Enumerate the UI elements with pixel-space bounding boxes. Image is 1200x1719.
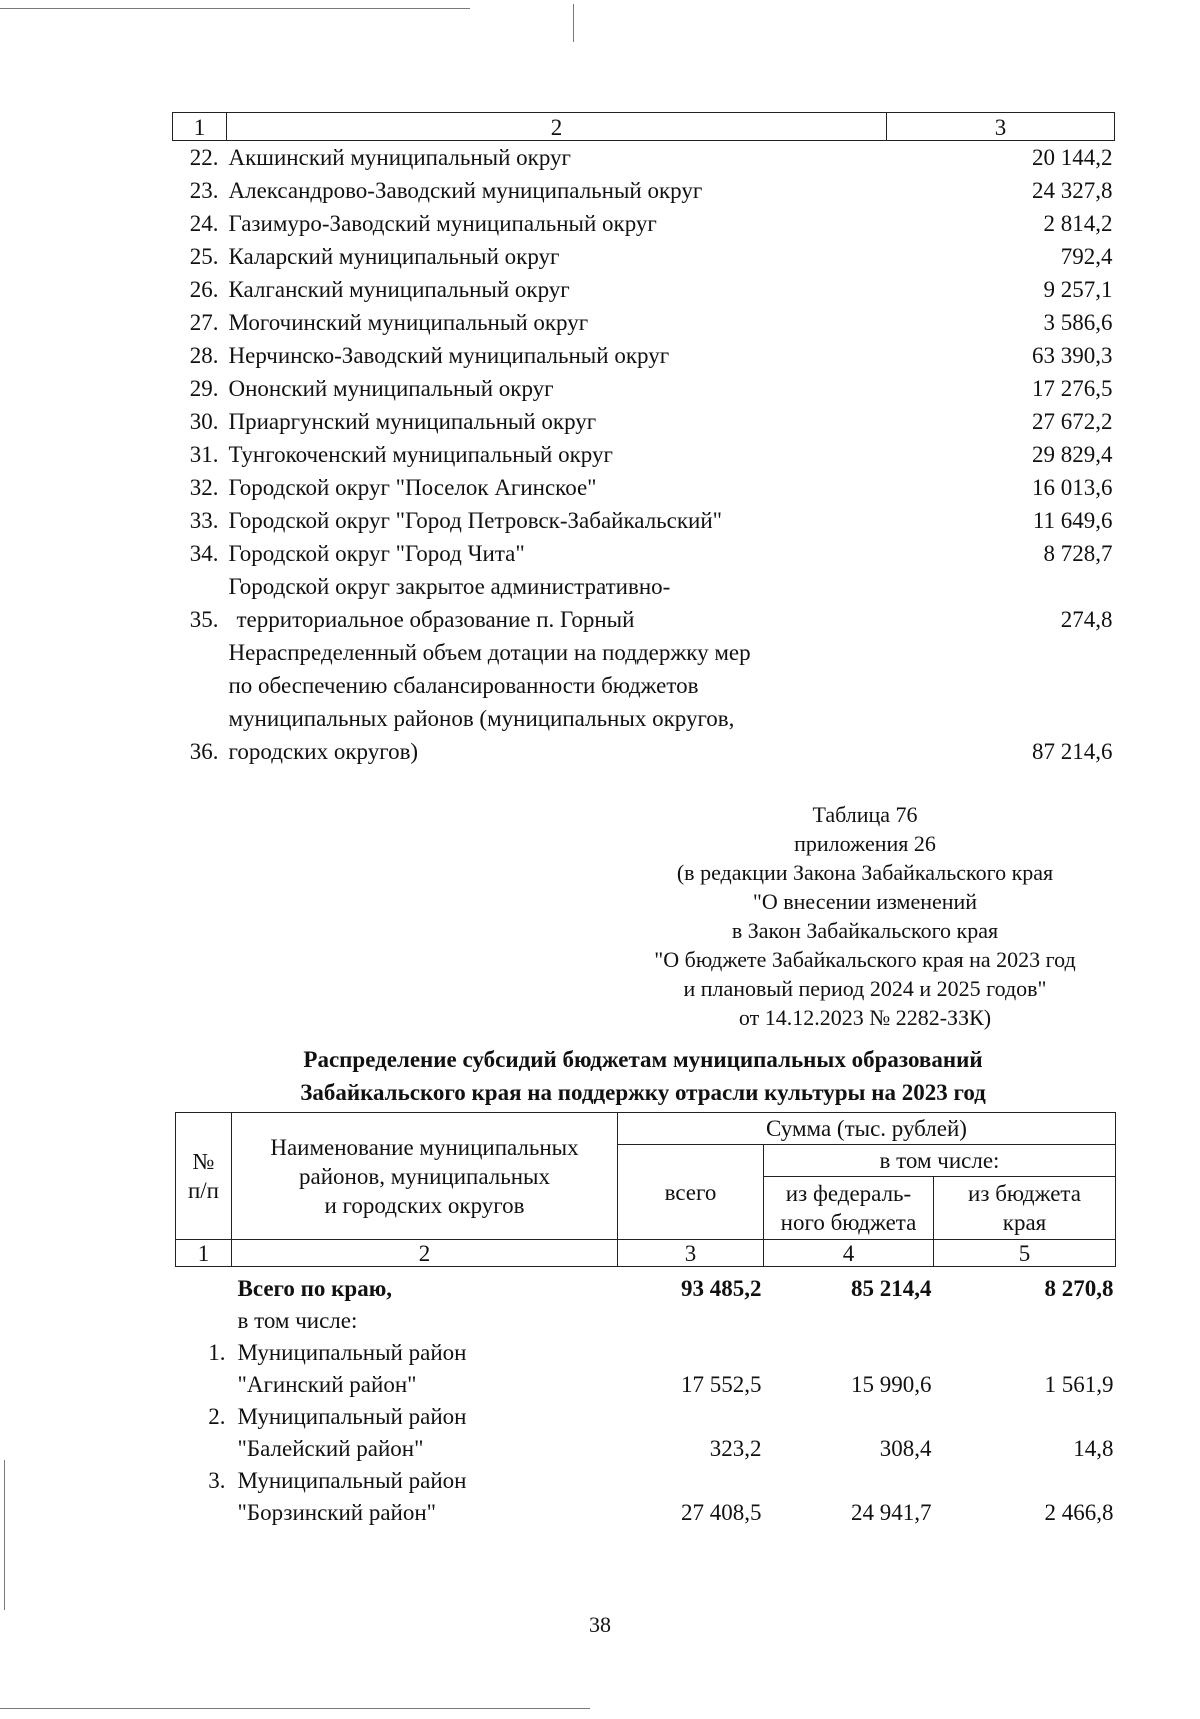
row-name (227, 504, 887, 537)
title-line-1: Распределение субсидий бюджетам муниципальных образований (303, 1047, 983, 1072)
table-row (173, 306, 1115, 339)
table-row (176, 1337, 1116, 1401)
row-number: 23. (189, 178, 219, 203)
row-value: 792,4 (1060, 244, 1113, 269)
header-federal: из федераль- ного бюджета (764, 1177, 934, 1240)
row-name-line: Калганский муниципальный округ (228, 277, 570, 302)
row-name (227, 273, 887, 306)
row-name (227, 141, 887, 175)
table-row (176, 1401, 1116, 1465)
row-name-line: Приаргунский муниципальный округ (228, 409, 597, 434)
row-value: 27 672,2 (1032, 409, 1113, 434)
table-row (173, 636, 1115, 768)
note-line: (в редакции Закона Забайкальского края (676, 860, 1054, 885)
header-name: Наименование муниципальных районов, муниципальных и городских округов (232, 1113, 618, 1240)
row-name (227, 438, 887, 471)
table-row (173, 438, 1115, 471)
table-row (173, 207, 1115, 240)
column-number-2: 2 (232, 1240, 618, 1267)
row-value: 8 728,7 (1043, 541, 1113, 566)
table-row (173, 537, 1115, 570)
column-numbers-row (176, 1240, 1116, 1267)
row-value: 20 144,2 (1032, 145, 1113, 170)
row-value: 274,8 (1060, 607, 1113, 632)
row-name-line: муниципальных районов (муниципальных округов, (228, 706, 735, 731)
row-value: 29 829,4 (1032, 442, 1113, 467)
row-number: 35. (189, 607, 219, 632)
column-number-5: 5 (934, 1240, 1116, 1267)
title-line-2: Забайкальского края на поддержку отрасли культуры на 2023 год (300, 1080, 986, 1105)
table-row (173, 372, 1115, 405)
row-name-line: Могочинский муниципальный округ (228, 310, 589, 335)
scan-artifact-bottom-line (0, 1708, 590, 1709)
row-number: 33. (189, 508, 219, 533)
header-number: № п/п (176, 1113, 232, 1240)
column-number-1: 1 (173, 113, 227, 141)
row-total: 27 408,5 (681, 1500, 762, 1525)
column-number-2: 2 (227, 113, 887, 141)
row-value: 3 586,6 (1043, 310, 1113, 335)
note-line: "О бюджете Забайкальского края на 2023 год (654, 947, 1076, 972)
row-name (227, 306, 887, 339)
note-line: Таблица 76 (812, 802, 918, 827)
row-number: 27. (189, 310, 219, 335)
row-number: 24. (189, 211, 219, 236)
row-name (232, 1465, 618, 1529)
column-number-3: 3 (887, 113, 1115, 141)
subsidy-table (175, 1112, 1116, 1529)
row-name-line: Нерчинско-Заводский муниципальный округ (228, 343, 670, 368)
row-number: 2. (208, 1404, 226, 1429)
table-row (173, 405, 1115, 438)
table-header-row (176, 1113, 1116, 1145)
row-name-line: Муниципальный район (237, 1404, 467, 1429)
row-number: 31. (189, 442, 219, 467)
row-name (227, 372, 887, 405)
page-number: 38 (589, 1612, 611, 1637)
note-line: в Закон Забайкальского края (731, 918, 999, 943)
row-name-line: Газимуро-Заводский муниципальный округ (228, 211, 657, 236)
row-total: 17 552,5 (681, 1372, 762, 1397)
row-number: 1. (208, 1340, 226, 1365)
total-regional: 8 270,8 (1044, 1276, 1114, 1301)
row-name-line: городских округов) (228, 739, 419, 764)
row-name-line: Александрово-Заводский муниципальный округ (228, 178, 703, 203)
row-number: 34. (189, 541, 219, 566)
scan-artifact-left-mark (4, 1460, 5, 1610)
table-row (173, 339, 1115, 372)
row-number: 25. (189, 244, 219, 269)
header-including: в том числе: (764, 1145, 1116, 1177)
total-federal: 85 214,4 (851, 1276, 932, 1301)
including-row (176, 1305, 1116, 1337)
row-name-line: Ононский муниципальный округ (228, 376, 554, 401)
row-name (227, 240, 887, 273)
row-name-line: территориальное образование п. Горный (236, 607, 635, 632)
row-name-line: Тунгокоченский муниципальный округ (228, 442, 613, 467)
row-name (232, 1401, 618, 1465)
row-name-line: "Агинский район" (237, 1372, 417, 1397)
total-row (176, 1267, 1116, 1306)
column-number-4: 4 (764, 1240, 934, 1267)
row-number: 36. (189, 739, 219, 764)
row-name-line: "Борзинский район" (237, 1500, 437, 1525)
row-value: 9 257,1 (1043, 277, 1113, 302)
header-regional: из бюджета края (934, 1177, 1116, 1240)
note-line: "О внесении изменений (752, 889, 978, 914)
row-name-line: "Балейский район" (237, 1436, 424, 1461)
table-row (173, 141, 1115, 175)
table-row (176, 1465, 1116, 1529)
row-number: 3. (208, 1468, 226, 1493)
note-line: приложения 26 (794, 831, 936, 856)
column-number-3: 3 (618, 1240, 764, 1267)
row-value: 24 327,8 (1032, 178, 1113, 203)
table-row (173, 240, 1115, 273)
appendix-note (620, 800, 1110, 1032)
row-value: 63 390,3 (1032, 343, 1113, 368)
row-value: 17 276,5 (1032, 376, 1113, 401)
row-name-line: Городской округ "Город Чита" (228, 541, 525, 566)
row-number: 30. (189, 409, 219, 434)
row-name (227, 339, 887, 372)
row-name (232, 1337, 618, 1401)
table-row (173, 570, 1115, 636)
row-name-line: по обеспечению сбалансированности бюджетов (228, 673, 699, 698)
total-label: Всего по краю, (237, 1276, 393, 1301)
row-value: 16 013,6 (1032, 475, 1113, 500)
note-line: от 14.12.2023 № 2282-ЗЗК) (738, 1005, 992, 1030)
table-row (173, 174, 1115, 207)
row-name-line: Каларский муниципальный округ (228, 244, 560, 269)
table-title (172, 1043, 1114, 1109)
table-row (173, 504, 1115, 537)
row-federal: 15 990,6 (851, 1372, 932, 1397)
row-name (227, 636, 887, 768)
row-regional: 2 466,8 (1044, 1500, 1114, 1525)
row-value: 2 814,2 (1043, 211, 1113, 236)
row-number: 28. (189, 343, 219, 368)
row-name (227, 570, 887, 636)
row-total: 323,2 (709, 1436, 762, 1461)
row-federal: 24 941,7 (851, 1500, 932, 1525)
row-name (227, 174, 887, 207)
row-name (227, 405, 887, 438)
header-total: всего (618, 1145, 764, 1240)
row-name-line: Муниципальный район (237, 1468, 467, 1493)
column-number-1: 1 (176, 1240, 232, 1267)
table-header-row (173, 113, 1115, 141)
total-sum: 93 485,2 (681, 1276, 762, 1301)
row-name-line: Городской округ "Поселок Агинское" (228, 475, 597, 500)
continued-table (172, 112, 1115, 768)
note-line: и плановый период 2024 и 2025 годов" (683, 976, 1047, 1001)
row-regional: 1 561,9 (1044, 1372, 1114, 1397)
row-number: 26. (189, 277, 219, 302)
including-label: в том числе: (237, 1308, 358, 1333)
scan-artifact-top-line (0, 8, 470, 9)
row-federal: 308,4 (879, 1436, 932, 1461)
table-row (173, 273, 1115, 306)
row-regional: 14,8 (1073, 1436, 1114, 1461)
row-name-line: Акшинский муниципальный округ (228, 145, 571, 170)
row-name-line: Нераспределенный объем дотации на поддержку мер (228, 640, 751, 665)
row-number: 32. (189, 475, 219, 500)
row-value: 11 649,6 (1032, 508, 1113, 533)
row-name-line: Городской округ "Город Петровск-Забайкальский" (228, 508, 723, 533)
table-row (173, 471, 1115, 504)
row-name (227, 537, 887, 570)
row-number: 22. (189, 145, 219, 170)
row-name (227, 471, 887, 504)
header-sum: Сумма (тыс. рублей) (618, 1113, 1116, 1145)
row-name (227, 207, 887, 240)
row-value: 87 214,6 (1032, 739, 1113, 764)
row-name-line: Муниципальный район (237, 1340, 467, 1365)
row-name-line: Городской округ закрытое административно- (228, 574, 671, 599)
row-number: 29. (189, 376, 219, 401)
scan-artifact-top-mark (573, 4, 574, 42)
